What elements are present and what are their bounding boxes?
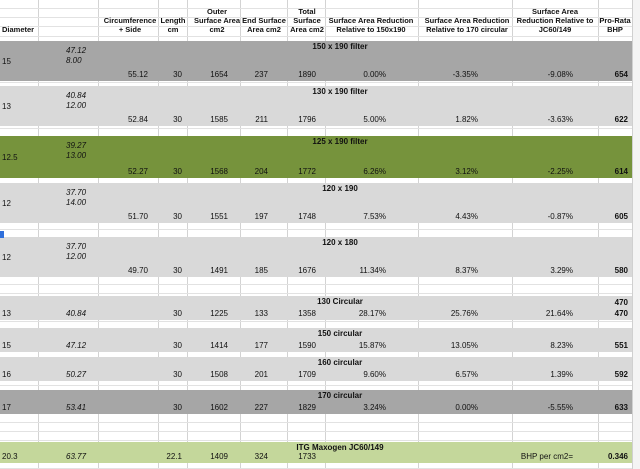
section-block[interactable] [0,86,633,126]
cell-end: 237 [254,70,268,79]
cell-red170: 8.37% [455,266,478,275]
cell-end: 133 [254,309,268,318]
cell-circ: 55.12 [127,70,148,79]
cell-circumference-half: 47.12 [66,341,87,350]
cell-red150: 5.00% [363,115,386,124]
cell-red150: 0.00% [363,70,386,79]
cell-length: 30 [173,167,182,176]
grid-row-line [0,229,633,230]
cell-redjc: -0.87% [547,212,573,221]
cell-circumference-half: 53.41 [66,403,87,412]
cell-outer: 1491 [210,266,228,275]
cell-red170: 6.57% [455,370,478,379]
section-block[interactable] [0,41,633,81]
header-outer-area: Outer Surface Area cm2 [194,7,240,34]
cell-bhp: 551 [614,341,628,350]
cell-end: 177 [254,341,268,350]
cell-diameter: 13 [2,309,11,318]
cell-side: 14.00 [66,198,87,207]
cell-length: 30 [173,309,182,318]
cell-total: 1676 [298,266,316,275]
cell-length: 30 [173,403,182,412]
section-title: 130 Circular [317,297,363,306]
cell-red170: 0.00% [455,403,478,412]
section-block[interactable] [0,328,633,352]
cell-outer: 1654 [210,70,228,79]
section-block[interactable] [0,183,633,223]
cell-total: 1358 [298,309,316,318]
cell-redjc: BHP per cm2= [520,452,573,461]
cell-redjc: 21.64% [545,309,573,318]
cell-circumference-half: 39.27 [66,141,87,150]
section-block[interactable] [0,136,633,178]
cell-outer: 1585 [210,115,228,124]
cell-red150: 11.34% [359,266,386,275]
header-diameter: Diameter [2,25,35,34]
header-circumference: Circumference + Side [103,16,157,34]
cell-circ: 49.70 [127,266,148,275]
cell-diameter: 16 [2,370,11,379]
cell-redjc: 8.23% [550,341,573,350]
header-reduction-170: Surface Area Reduction Relative to 170 circular [424,16,510,34]
cell-diameter: 13 [2,102,11,111]
cell-circ: 52.84 [127,115,148,124]
cell-bhp: 633 [614,403,628,412]
section-block[interactable] [0,237,633,277]
cell-bhp: 654 [614,70,628,79]
cell-bhp: 580 [614,266,628,275]
grid-row-line [0,431,633,432]
cell-redjc: -2.25% [547,167,573,176]
cell-outer: 1508 [210,370,228,379]
cell-circumference-half: 50.27 [66,370,87,379]
cell-red170: 13.05% [450,341,478,350]
cell-circumference-half: 37.70 [66,188,87,197]
grid-row-line [0,293,633,294]
cell-end: 201 [254,370,268,379]
cell-circumference-half: 40.84 [66,91,87,100]
cell-bhp: 622 [614,115,628,124]
cell-outer: 1409 [210,452,228,461]
section-block[interactable] [0,357,633,381]
section-title: 160 circular [317,358,363,367]
cell-side: 13.00 [66,151,87,160]
cell-outer: 1551 [210,212,228,221]
cell-total: 1890 [298,70,316,79]
cell-red170: 4.43% [455,212,478,221]
grid-row-line [0,82,633,83]
cell-redjc: 1.39% [550,370,573,379]
header-reduction-jc: Surface Area Reduction Relative to JC60/149 [516,7,594,34]
grid-row-line [0,440,633,441]
cell-total: 1829 [298,403,316,412]
cell-red170: -3.35% [452,70,478,79]
row-marker-left [0,231,4,238]
header-reduction-150: Surface Area Reduction Relative to 150x190 [328,16,414,34]
cell-redjc: -5.55% [547,403,573,412]
cell-bhp: 614 [614,167,628,176]
header-total-area: Total Surface Area cm2 [290,7,324,34]
section-title: 130 x 190 filter [312,87,368,96]
grid-row-line [0,422,633,423]
section-title: ITG Maxogen JC60/149 [296,443,384,452]
cell-outer: 1602 [210,403,228,412]
cell-bhp: 470 [614,309,628,318]
section-title: 125 x 190 filter [312,137,368,146]
cell-side: 8.00 [66,56,82,65]
cell-circ: 52.27 [127,167,148,176]
cell-total: 1772 [298,167,316,176]
cell-end: 227 [254,403,268,412]
cell-red170: 25.76% [450,309,478,318]
cell-diameter: 20.3 [2,452,18,461]
cell-length: 30 [173,341,182,350]
cell-bhp: 592 [614,370,628,379]
cell-length: 22.1 [166,452,182,461]
cell-diameter: 12 [2,253,11,262]
section-title: 120 x 180 [322,238,358,247]
cell-red170: 3.12% [455,167,478,176]
cell-side: 12.00 [66,252,87,261]
cell-total: 1796 [298,115,316,124]
cell-redjc: -9.08% [547,70,573,79]
header-length: Length cm [160,16,186,34]
cell-redjc: 3.29% [550,266,573,275]
cell-diameter: 12.5 [2,153,18,162]
cell-red150: 15.87% [358,341,386,350]
cell-bhp: 605 [614,212,628,221]
cell-circumference-half: 63.77 [66,452,87,461]
cell-length: 30 [173,370,182,379]
grid-row-line [0,128,633,129]
grid-row-line [0,321,633,322]
cell-length: 30 [173,70,182,79]
cell-end: 185 [254,266,268,275]
cell-side: 12.00 [66,101,87,110]
cell-redjc: -3.63% [547,115,573,124]
cell-circumference-half: 47.12 [66,46,87,55]
cell-red150: 6.26% [363,167,386,176]
section-title: 150 x 190 filter [312,42,368,51]
cell-total: 1748 [298,212,316,221]
cell-end: 197 [254,212,268,221]
section-block[interactable] [0,442,633,463]
cell-length: 30 [173,115,182,124]
cell-total: 1590 [298,341,316,350]
grid-row-line [0,36,633,37]
grid-row-line [0,284,633,285]
section-title: 150 circular [317,329,363,338]
cell-red150: 3.24% [363,403,386,412]
cell-diameter: 12 [2,199,11,208]
cell-end: 211 [255,115,268,124]
cell-diameter: 15 [2,341,11,350]
section-title: 170 circular [317,391,363,400]
cell-end: 324 [254,452,268,461]
section-title: 120 x 190 [322,184,358,193]
cell-outer: 1568 [210,167,228,176]
cell-bhp: 0.346 [607,452,628,461]
cell-diameter: 15 [2,57,11,66]
cell-red150: 7.53% [363,212,386,221]
section-block[interactable] [0,296,633,320]
cell-bhp-extra: 470 [614,298,628,307]
cell-length: 30 [173,266,182,275]
cell-red150: 28.17% [358,309,386,318]
cell-length: 30 [173,212,182,221]
cell-total: 1709 [298,370,316,379]
cell-outer: 1225 [210,309,228,318]
cell-total: 1733 [298,452,316,461]
cell-end: 204 [254,167,268,176]
cell-circumference-half: 37.70 [66,242,87,251]
scrollbar-edge[interactable] [632,0,640,469]
cell-outer: 1414 [210,341,228,350]
section-block[interactable] [0,390,633,414]
cell-circumference-half: 40.84 [66,309,87,318]
header-end-area: End Surface Area cm2 [242,16,286,34]
cell-circ: 51.70 [127,212,148,221]
grid-row-line [0,385,633,386]
header-bhp: Pro-Rata BHP [599,16,631,34]
cell-red150: 9.60% [363,370,386,379]
cell-red170: 1.82% [455,115,478,124]
cell-diameter: 17 [2,403,11,412]
